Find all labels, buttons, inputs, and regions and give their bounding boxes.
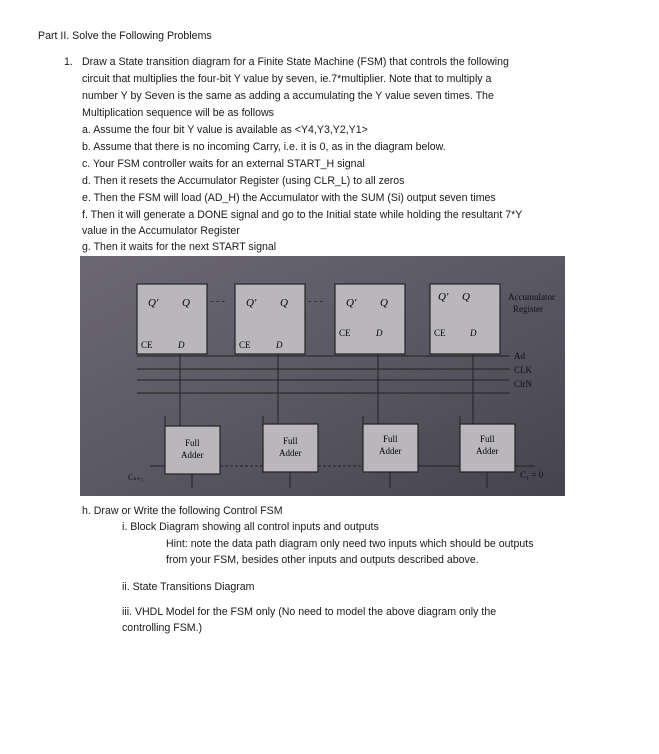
- ff-d-label: D: [470, 328, 477, 338]
- full-adder-2: [363, 424, 418, 472]
- item-e: e. Then the FSM will load (AD_H) the Accumulator with the SUM (Si) output seven times: [82, 192, 496, 204]
- adder-label-line-2: Adder: [476, 446, 499, 456]
- ff-q-label: Q: [462, 291, 470, 303]
- signal-ad-label: Ad: [514, 351, 525, 361]
- adder-label-line-1: Full: [383, 434, 398, 444]
- full-adder-4: [165, 426, 220, 474]
- ff-q-prime-label: Q': [148, 297, 159, 309]
- adder-label-line-2: Adder: [279, 448, 302, 458]
- signal-clrn-label: ClrN: [514, 379, 532, 389]
- adder-label-line-2: Adder: [181, 450, 204, 460]
- hint-line-1: Hint: note the data path diagram only need two inputs which should be outputs: [166, 538, 534, 550]
- subitem-ii: ii. State Transitions Diagram: [122, 581, 255, 593]
- flip-flop-2: [335, 284, 405, 354]
- item-f-continued: value in the Accumulator Register: [82, 225, 240, 237]
- full-adder-1: [460, 424, 515, 472]
- item-d: d. Then it resets the Accumulator Register (using CLR_L) to all zeros: [82, 175, 405, 187]
- ff-continuation-dots: - - -: [308, 296, 323, 307]
- flip-flop-4: [137, 284, 207, 354]
- question-intro-line-4: Multiplication sequence will be as follows: [82, 107, 274, 119]
- ff-ce-label: CE: [339, 328, 351, 338]
- carry-in-label: C₁ = 0: [520, 470, 544, 480]
- flip-flop-1: [430, 284, 500, 354]
- subitem-iii-line-1: iii. VHDL Model for the FSM only (No need to model the above diagram only the: [122, 606, 497, 618]
- part-heading: Part II. Solve the Following Problems: [38, 30, 212, 42]
- item-b: b. Assume that there is no incoming Carry, i.e. it is 0, as in the diagram below.: [82, 141, 446, 153]
- question-intro-line-3: number Y by Seven is the same as adding a accumulating the Y value seven times. The: [82, 90, 494, 102]
- hint-line-2: from your FSM, besides other inputs and outputs described above.: [166, 554, 479, 566]
- question-number: 1.: [64, 56, 73, 68]
- item-f: f. Then it will generate a DONE signal and go to the Initial state while holding the resultant 7*Y: [82, 209, 523, 221]
- question-intro-line-2: circuit that multiplies the four-bit Y value by seven, ie.7*multiplier. Note that to multiply a: [82, 73, 492, 85]
- ff-ce-label: CE: [239, 340, 251, 350]
- ff-continuation-dots: - - -: [210, 296, 225, 307]
- full-adder-3: [263, 424, 318, 472]
- flip-flop-3: [235, 284, 305, 354]
- item-c: c. Your FSM controller waits for an external START_H signal: [82, 158, 365, 170]
- accumulator-circuit-figure: [80, 256, 565, 496]
- adder-label-line-2: Adder: [379, 446, 402, 456]
- ff-q-prime-label: Q': [246, 297, 257, 309]
- ff-d-label: D: [178, 340, 185, 350]
- ff-d-label: D: [276, 340, 283, 350]
- ff-ce-label: CE: [141, 340, 153, 350]
- subitem-i: i. Block Diagram showing all control inputs and outputs: [122, 521, 379, 533]
- question-intro-line-1: Draw a State transition diagram for a Finite State Machine (FSM) that controls the following: [82, 56, 509, 68]
- register-label-line-1: Accumulator: [508, 292, 555, 302]
- register-label-line-2: Register: [513, 304, 543, 314]
- ff-q-label: Q: [280, 297, 288, 309]
- adder-label-line-1: Full: [185, 438, 200, 448]
- ff-q-label: Q: [182, 297, 190, 309]
- ff-d-label: D: [376, 328, 383, 338]
- adder-label-line-1: Full: [283, 436, 298, 446]
- item-g: g. Then it waits for the next START signal: [82, 241, 277, 253]
- section-h-heading: h. Draw or Write the following Control FSM: [82, 505, 283, 517]
- signal-clk-label: CLK: [514, 365, 532, 375]
- item-a: a. Assume the four bit Y value is available as <Y4,Y3,Y2,Y1>: [82, 124, 368, 136]
- ff-q-prime-label: Q': [346, 297, 357, 309]
- subitem-iii-line-2: controlling FSM.): [122, 622, 203, 634]
- ff-q-prime-label: Q': [438, 291, 449, 303]
- ff-q-label: Q: [380, 297, 388, 309]
- carry-out-label: Cₙ₊₁: [128, 473, 144, 482]
- ff-ce-label: CE: [434, 328, 446, 338]
- adder-label-line-1: Full: [480, 434, 495, 444]
